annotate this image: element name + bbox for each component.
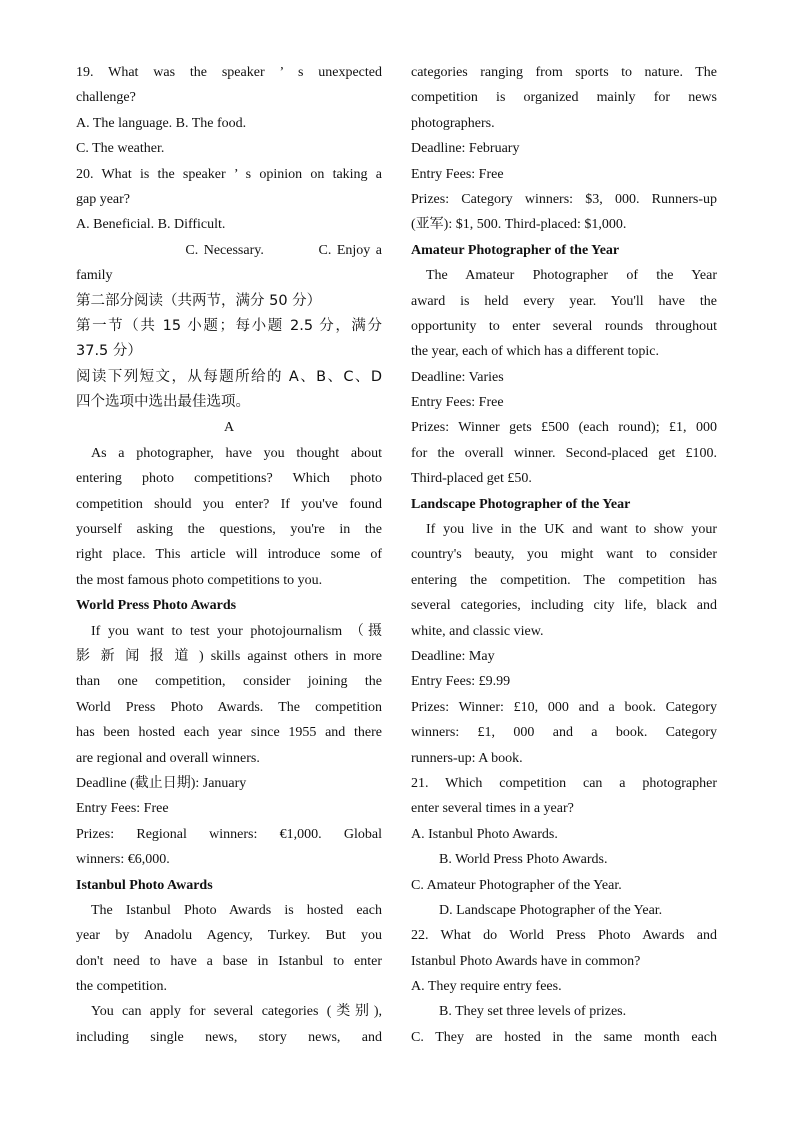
text-line: for the overall winner. Second-placed get £100. [411, 445, 717, 461]
text-line: D. Landscape Photographer of the Year. [439, 902, 663, 918]
text-line: Third-placed get £50. [411, 471, 532, 487]
text-line: 22. What do World Press Photo Awards and [411, 928, 717, 944]
text-line: Prizes: Category winners: $3, 000. Runners-up [411, 191, 717, 207]
text-line: entering photo competitions? Which photo [76, 471, 382, 487]
text-line: Deadline: Varies [411, 369, 504, 385]
text-line: (亚军): $1, 500. Third-placed: $1,000. [411, 217, 627, 233]
text-line: 四个选项中选出最佳选项。 [76, 394, 250, 411]
text-line: Entry Fees: Free [76, 801, 169, 817]
section-heading: Istanbul Photo Awards [76, 877, 213, 893]
text-line: the most famous photo competitions to you. [76, 572, 323, 588]
text-line: family [76, 268, 113, 284]
text-line: the competition. [76, 979, 167, 995]
text-line: 20. What is the speaker ’ s opinion on taking a [76, 166, 382, 182]
text-line: C. Amateur Photographer of the Year. [411, 877, 622, 893]
text-line: Istanbul Photo Awards have in common? [411, 953, 641, 969]
text-line: The Istanbul Photo Awards is hosted each [91, 902, 382, 918]
text-line: Prizes: Winner gets £500 (each round); £1, 000 [411, 420, 717, 436]
text-line: Deadline: February [411, 141, 520, 157]
text-line: has been hosted each year since 1955 and there [76, 725, 382, 741]
text-line: enter several times in a year? [411, 801, 574, 817]
text-line: entering the competition. The competition has [411, 572, 717, 588]
text-line: You can apply for several categories (类别), [91, 1004, 382, 1020]
text-line: competition is organized mainly for news [411, 90, 717, 106]
text-line: If you want to test your photojournalism （摄 [91, 623, 382, 639]
text-line: are regional and overall winners. [76, 750, 260, 766]
text-line: year by Anadolu Agency, Turkey. But you [76, 928, 382, 944]
text-line: A. Istanbul Photo Awards. [411, 826, 558, 842]
text-line: several categories, including city life, black and [411, 598, 717, 614]
text-line: Prizes: Winner: £10, 000 and a book. Category [411, 699, 717, 715]
text-line: 37.5 分） [76, 343, 142, 360]
text-line: Entry Fees: Free [411, 166, 504, 182]
section-heading: Amateur Photographer of the Year [411, 242, 620, 258]
right-column [411, 60, 717, 1050]
text-line: white, and classic view. [411, 623, 544, 639]
text-line: country's beauty, you might want to consider [411, 547, 717, 563]
text-line: A [223, 420, 235, 436]
text-line: right place. This article will introduce some of [76, 547, 382, 563]
text-line: photographers. [411, 115, 495, 131]
text-line: Deadline: May [411, 648, 495, 664]
text-line: 阅读下列短文，从每题所给的 A、B、C、D [76, 368, 382, 385]
text-line: runners-up: A book. [411, 750, 523, 766]
text-line: than one competition, consider joining the [76, 674, 382, 690]
text-line: challenge? [76, 90, 136, 106]
text-line: including single news, story news, and [76, 1029, 382, 1045]
text-line: C. They are hosted in the same month each [411, 1029, 717, 1045]
text-line: 21. Which competition can a photographer [411, 775, 717, 791]
left-column [76, 60, 382, 1050]
text-line: yourself asking the questions, you're in the [76, 522, 382, 538]
text-line: opportunity to enter several rounds throughout [411, 318, 717, 334]
text-line: Entry Fees: Free [411, 395, 504, 411]
text-line: categories ranging from sports to nature. The [411, 65, 717, 80]
section-heading: Landscape Photographer of the Year [411, 496, 631, 512]
text-line: World Press Photo Awards. The competition [76, 699, 382, 715]
text-line: A. Beneficial. B. Difficult. [76, 217, 226, 233]
text-line: competition should you enter? If you've found [76, 496, 382, 512]
text-line: Entry Fees: £9.99 [411, 674, 511, 690]
text-line: C. Necessary. C. Enjoy a [76, 242, 382, 258]
text-line: Deadline (截止日期): January [76, 775, 247, 791]
text-line: 影 新 闻 报 道 ) skills against others in more [76, 648, 382, 664]
text-line: award is held every year. You'll have the [411, 293, 717, 309]
text-line: A. The language. B. The food. [76, 115, 247, 131]
text-line: 第二部分阅读（共两节，满分 50 分） [76, 292, 322, 309]
text-line: B. World Press Photo Awards. [439, 852, 608, 868]
text-line: winners: €6,000. [76, 852, 170, 868]
text-line: C. The weather. [76, 141, 165, 157]
text-line: B. They set three levels of prizes. [439, 1004, 627, 1020]
text-line: the year, each of which has a different topic. [411, 344, 659, 360]
text-line: The Amateur Photographer of the Year [426, 268, 717, 284]
text-line: 第一节（共 15 小题；每小题 2.5 分，满分 [76, 317, 382, 334]
text-line: A. They require entry fees. [411, 979, 562, 995]
text-line: winners: £1, 000 and a book. Category [411, 725, 717, 741]
text-line: don't need to have a base in Istanbul to enter [76, 953, 382, 969]
section-heading: World Press Photo Awards [76, 598, 237, 614]
text-line: If you live in the UK and want to show your [426, 522, 717, 538]
text-line: 19. What was the speaker ’ s unexpected [76, 65, 382, 80]
text-line: Prizes: Regional winners: €1,000. Global [76, 826, 382, 842]
text-line: gap year? [76, 191, 131, 207]
text-line: As a photographer, have you thought about [91, 445, 382, 461]
